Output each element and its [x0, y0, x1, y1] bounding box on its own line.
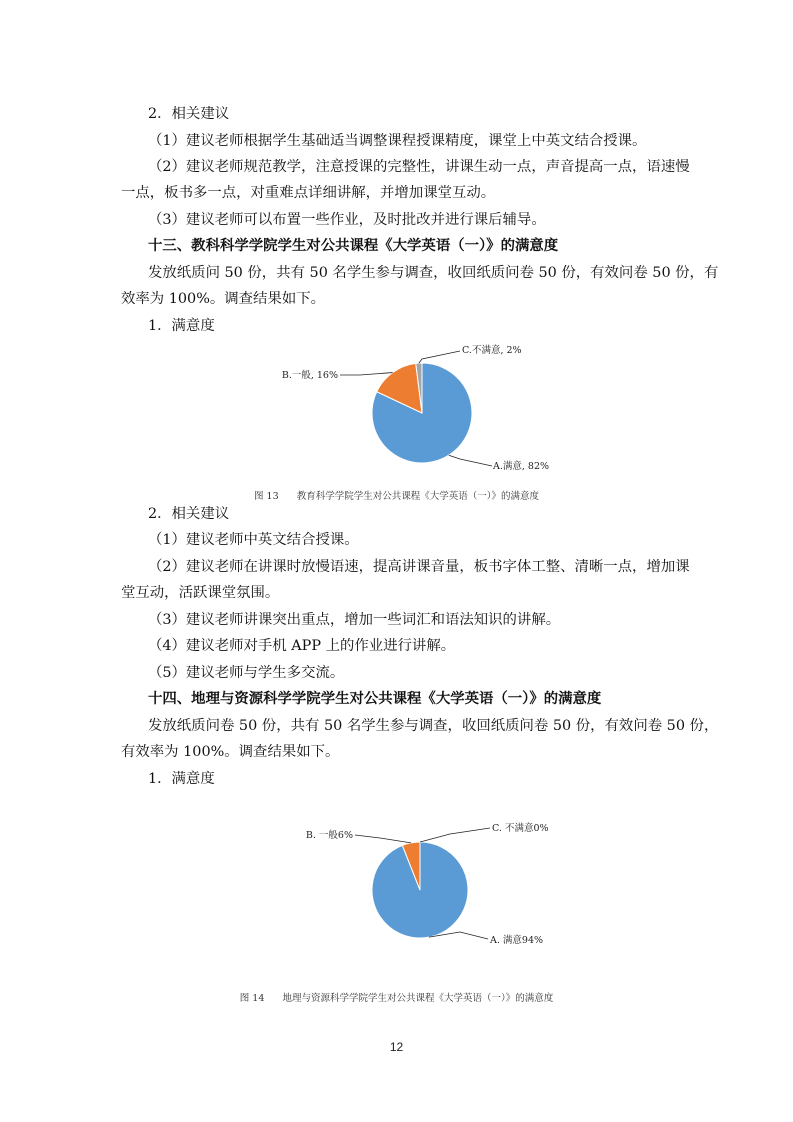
slice-label-0-1: B.一般, 16%	[281, 370, 338, 381]
leader-line-1-2	[420, 828, 490, 842]
section13-suggestion-2-cont: 堂互动，活跃课堂氛围。	[121, 585, 280, 601]
slice-label-0-0: A.满意, 82%	[493, 461, 550, 472]
section13-suggestion-4: （4）建议老师对手机 APP 上的作业进行讲解。	[148, 638, 456, 654]
section13-subheading: 1．满意度	[148, 318, 215, 334]
section13-suggestion-5: （5）建议老师与学生多交流。	[148, 665, 345, 681]
section12-suggestion-2-cont: 一点，板书多一点，对重难点详细讲解，并增加课堂互动。	[121, 185, 496, 201]
section14-subheading: 1．满意度	[148, 771, 215, 787]
slice-label-1-1: B. 一般6%	[305, 830, 353, 841]
section12-suggestion-1: （1）建议老师根据学生基础适当调整课程授课精度，课堂上中英文结合授课。	[148, 133, 647, 149]
section13-suggestion-2: （2）建议老师在讲课时放慢语速，提高讲课音量，板书字体工整、清晰一点，增加课	[148, 559, 690, 575]
pie-chart-14	[270, 810, 580, 955]
section14-title: 十四、地理与资源科学学院学生对公共课程《大学英语（一）》的满意度	[148, 691, 602, 707]
section12-suggestion-3: （3）建议老师可以布置一些作业，及时批改并进行课后辅导。	[148, 212, 546, 228]
section14-intro-2: 有效率为 100%。调查结果如下。	[121, 744, 340, 760]
section13-intro-2: 效率为 100%。调查结果如下。	[121, 291, 326, 307]
leader-line-0-0	[449, 455, 492, 466]
leader-line-0-1	[340, 373, 393, 375]
slice-label-0-2: C.不满意, 2%	[462, 345, 522, 356]
section13-suggestions-heading: 2．相关建议	[148, 506, 230, 522]
figure-13-caption: 图 13 教育科学学院学生对公共课程《大学英语（一）》的满意度	[254, 491, 539, 502]
slice-label-1-0: A. 满意94%	[490, 935, 544, 946]
section13-title: 十三、教科科学学院学生对公共课程《大学英语（一）》的满意度	[148, 238, 559, 254]
figure-14-caption: 图 14 地理与资源科学学院学生对公共课程《大学英语（一）》的满意度	[239, 993, 554, 1004]
section14-intro-1: 发放纸质问卷 50 份，共有 50 名学生参与调查，收回纸质问卷 50 份，有效问卷 50 份，	[148, 718, 719, 734]
page-number: 12	[389, 1040, 404, 1054]
pie-chart-13	[260, 335, 560, 480]
leader-line-0-2	[419, 351, 460, 363]
section12-suggestion-2: （2）建议老师规范教学，注意授课的完整性，讲课生动一点，声音提高一点，语速慢	[148, 159, 690, 175]
section12-suggestions-heading: 2．相关建议	[148, 106, 230, 122]
slice-label-1-2: C. 不满意0%	[492, 823, 549, 834]
section13-intro-1: 发放纸质问 50 份，共有 50 名学生参与调查，收回纸质问卷 50 份，有效问卷 50 份，有	[148, 265, 719, 281]
leader-line-1-1	[355, 835, 411, 843]
section13-suggestion-1: （1）建议老师中英文结合授课。	[148, 532, 359, 548]
section13-suggestion-3: （3）建议老师讲课突出重点，增加一些词汇和语法知识的讲解。	[148, 612, 561, 628]
